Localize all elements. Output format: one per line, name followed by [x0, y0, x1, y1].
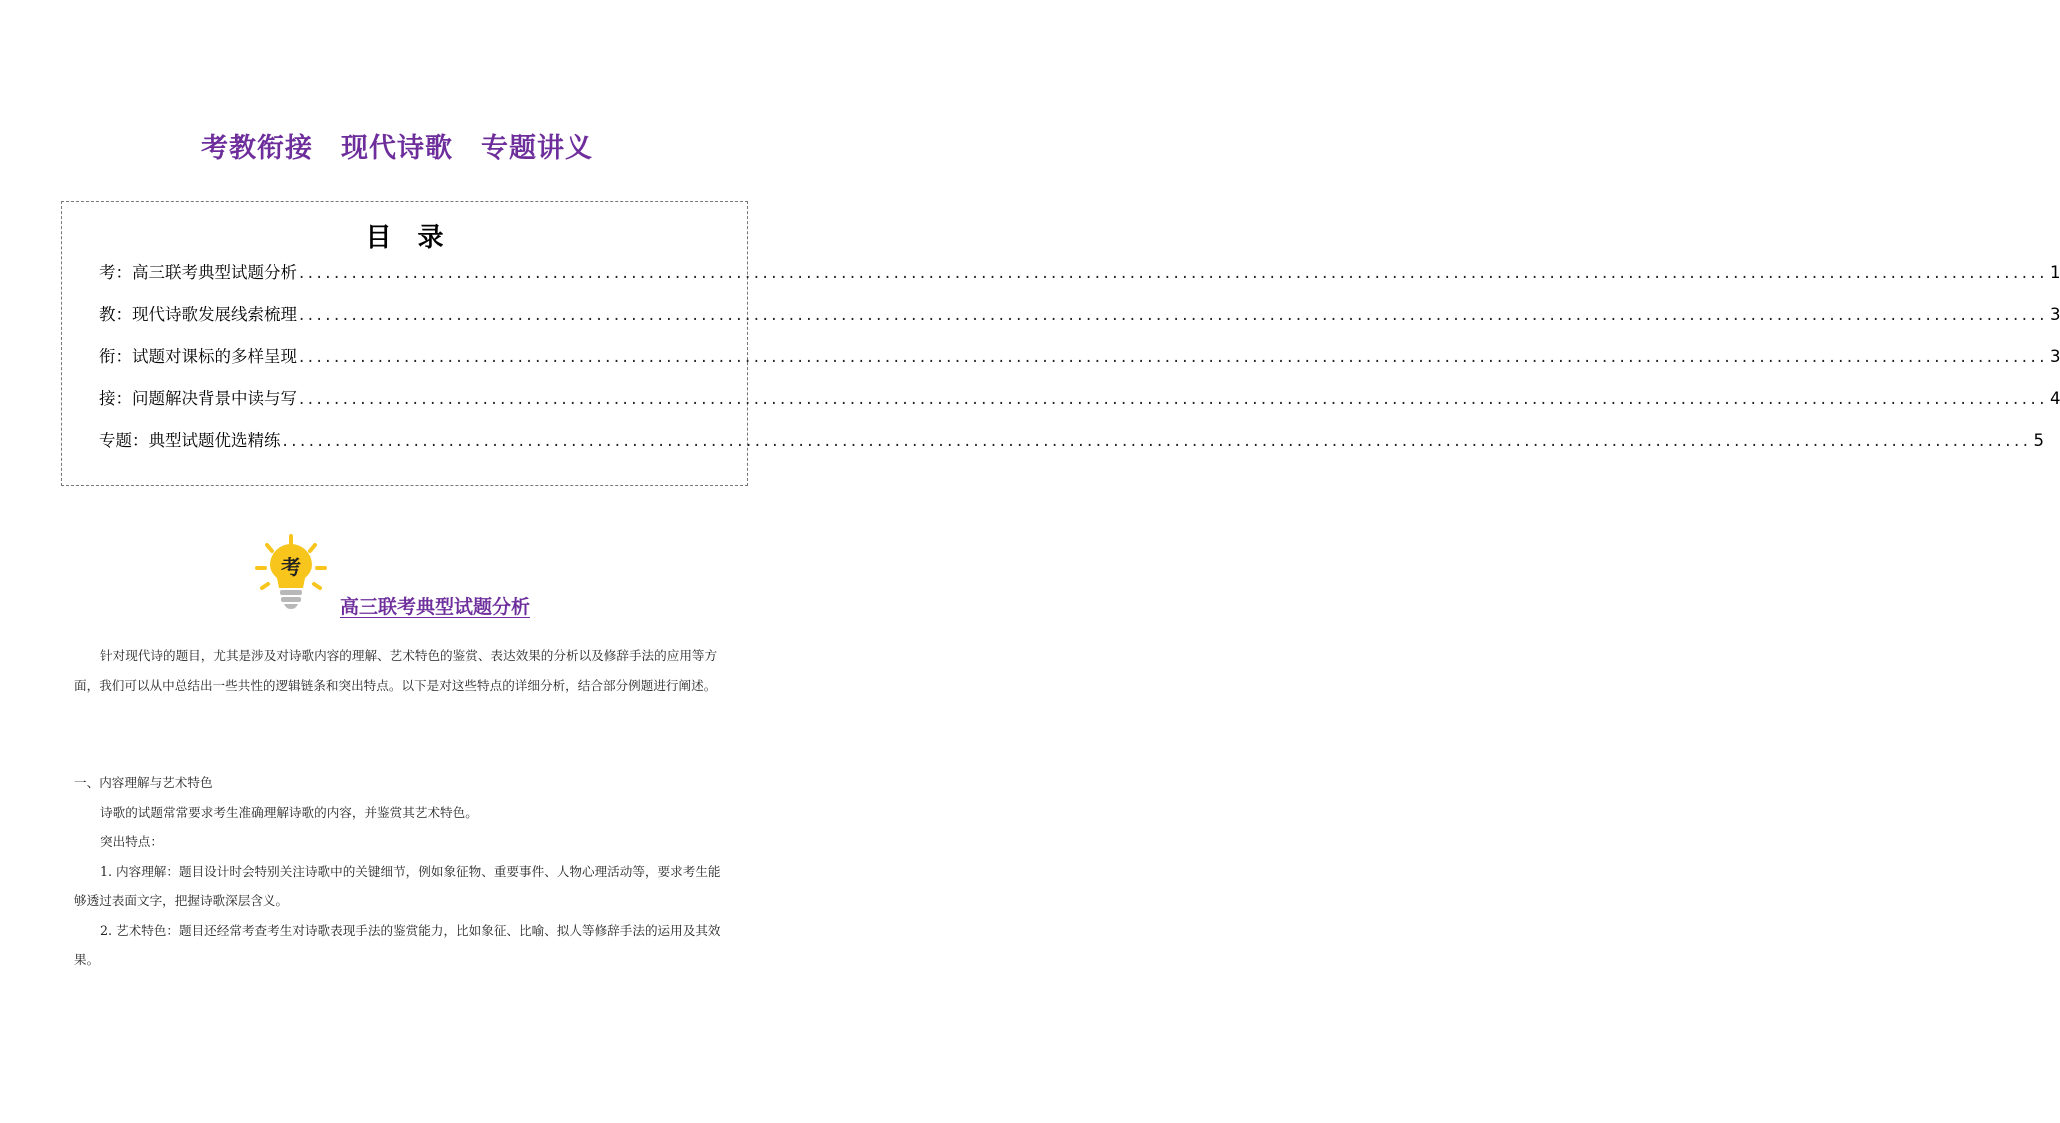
point-artistic-features: 2. 艺术特色：题目还经常考查考生对诗歌表现手法的鉴赏能力，比如象征、比喻、拟人等修辞手法的运用及其效果。: [74, 922, 721, 967]
icon-character: 考: [281, 555, 301, 579]
table-of-contents: [61, 201, 2060, 486]
toc-item-page: 3: [2049, 347, 2060, 366]
toc-leader-dots: ........................................................................................................................................................................................................: [299, 263, 2048, 282]
toc-item[interactable]: [99, 345, 2060, 387]
toc-list: [99, 261, 2060, 471]
section-body: [74, 768, 724, 975]
toc-item-label: 考：高三联考典型试题分析: [99, 263, 297, 282]
toc-item-label: 教：现代诗歌发展线索梳理: [99, 305, 297, 324]
toc-item-page: 4: [2049, 389, 2060, 408]
document-title: 考教衔接 现代诗歌 专题讲义: [201, 133, 593, 164]
toc-item[interactable]: [99, 429, 2044, 471]
intro-paragraph: [74, 641, 724, 700]
toc-item-label: 接：问题解决背景中读与写: [99, 389, 297, 408]
intro-text: 针对现代诗的题目，尤其是涉及对诗歌内容的理解、艺术特色的鉴赏、表达效果的分析以及修辞手法的应用等方面，我们可以从中总结出一些共性的逻辑链条和突出特点。以下是对这些特点的详细分析，结合部分例题进行阐述。: [74, 648, 718, 693]
toc-item-page: 1: [2049, 263, 2060, 282]
sub-description: 诗歌的试题常常要求考生准确理解诗歌的内容，并鉴赏其艺术特色。: [100, 804, 478, 820]
toc-item[interactable]: [99, 387, 2060, 429]
toc-leader-dots: ........................................................................................................................................................................................................: [299, 305, 2048, 324]
toc-leader-dots: ........................................................................................................................................................................................................: [282, 431, 2032, 450]
toc-heading: 目 录: [365, 223, 444, 253]
toc-leader-dots: ........................................................................................................................................................................................................: [299, 347, 2048, 366]
toc-item[interactable]: [99, 303, 2060, 345]
toc-item[interactable]: [99, 261, 2060, 303]
toc-item-page: 3: [2049, 305, 2060, 324]
features-label: 突出特点：: [100, 834, 163, 849]
toc-leader-dots: ........................................................................................................................................................................................................: [299, 389, 2048, 408]
point-content-understanding: 1. 内容理解：题目设计时会特别关注诗歌中的关键细节，例如象征物、重要事件、人物心理活动等，要求考生能够透过表面文字，把握诗歌深层含义。: [74, 863, 721, 908]
lightbulb-icon: [253, 532, 333, 612]
toc-item-page: 5: [2033, 431, 2044, 450]
section-title: 高三联考典型试题分析: [340, 596, 531, 618]
sub-heading: 一、内容理解与艺术特色: [74, 775, 213, 790]
toc-item-label: 衔：试题对课标的多样呈现: [99, 347, 297, 366]
toc-item-label: 专题：典型试题优选精练: [99, 431, 281, 450]
